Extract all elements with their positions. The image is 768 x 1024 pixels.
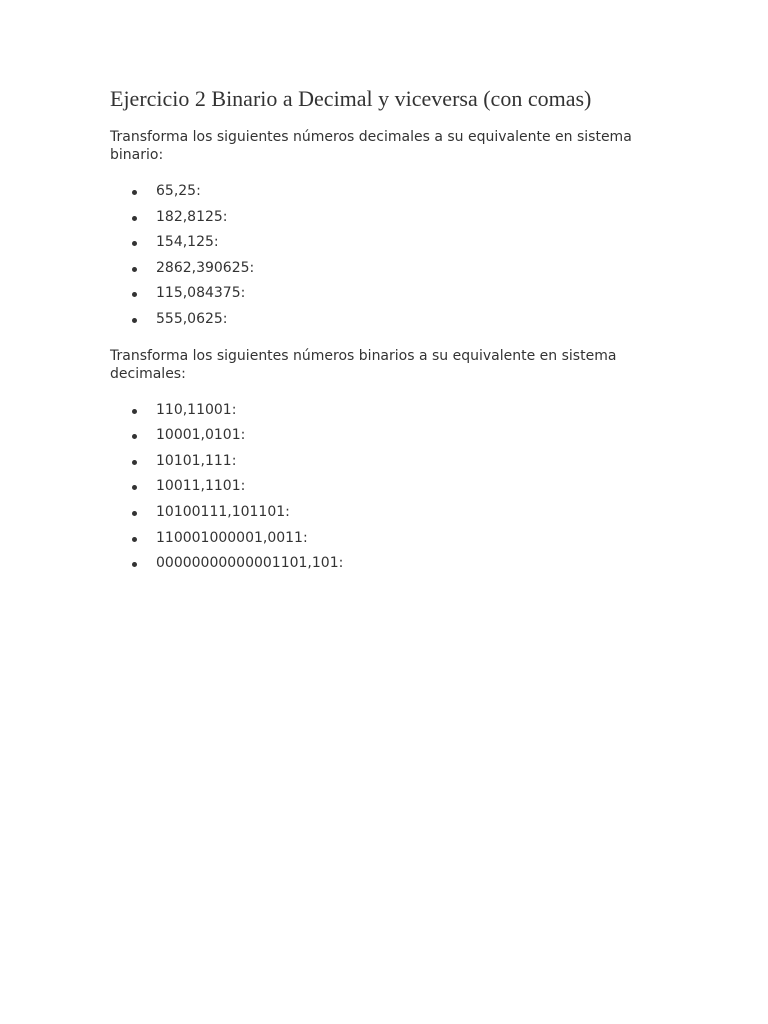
- list-item-text: 10101,111:: [156, 452, 237, 469]
- list-item-text: 65,25:: [156, 183, 201, 199]
- bullet-icon: [132, 267, 137, 272]
- list-item-text: 115,084375:: [156, 285, 246, 302]
- list-item: [110, 449, 670, 475]
- list-item-text: 10001,0101:: [156, 427, 246, 444]
- document-title: Ejercicio 2 Binario a Decimal y viceversa (con comas): [110, 86, 592, 111]
- bullet-icon: [132, 485, 137, 490]
- list-item-text: 110,11001:: [156, 401, 237, 418]
- bullet-icon: [132, 537, 137, 542]
- list-item: [110, 281, 670, 307]
- list-item: [110, 230, 670, 256]
- list-item: [110, 500, 670, 526]
- bullet-icon: [132, 460, 137, 465]
- list-item-text: 154,125:: [156, 234, 219, 251]
- list-item: [110, 526, 670, 552]
- bullet-icon: [132, 292, 137, 297]
- list-item-text: 555,0625:: [156, 310, 228, 327]
- bullet-icon: [132, 241, 137, 246]
- bullet-icon: [132, 190, 137, 195]
- bullet-icon: [132, 318, 137, 323]
- list-item: [110, 423, 670, 449]
- list-item: [110, 474, 670, 500]
- list-item-text: 10011,1101:: [156, 478, 246, 495]
- bullet-icon: [132, 434, 137, 439]
- list-item-text: 2862,390625:: [156, 259, 255, 276]
- list-item-text: 00000000000001101,101:: [156, 555, 344, 572]
- list-item: [110, 256, 670, 282]
- section2-instruction: Transforma los siguientes números binarios a su equivalente en sistema decimales:: [110, 347, 617, 382]
- list-item: [110, 551, 670, 577]
- list-item-text: 10100111,101101:: [156, 503, 290, 520]
- list-item-text: 110001000001,0011:: [156, 529, 308, 546]
- list-item: [110, 307, 670, 333]
- list-item: [110, 205, 670, 231]
- list-item: [110, 179, 670, 205]
- document-page: [110, 84, 670, 577]
- section1-instruction: Transforma los siguientes números decimales a su equivalente en sistema binario:: [110, 129, 632, 163]
- decimal-numbers-list: [110, 179, 670, 333]
- bullet-icon: [132, 511, 137, 516]
- binary-numbers-list: [110, 398, 670, 577]
- bullet-icon: [132, 409, 137, 414]
- list-item: [110, 398, 670, 424]
- bullet-icon: [132, 562, 137, 567]
- bullet-icon: [132, 216, 137, 221]
- list-item-text: 182,8125:: [156, 208, 228, 225]
